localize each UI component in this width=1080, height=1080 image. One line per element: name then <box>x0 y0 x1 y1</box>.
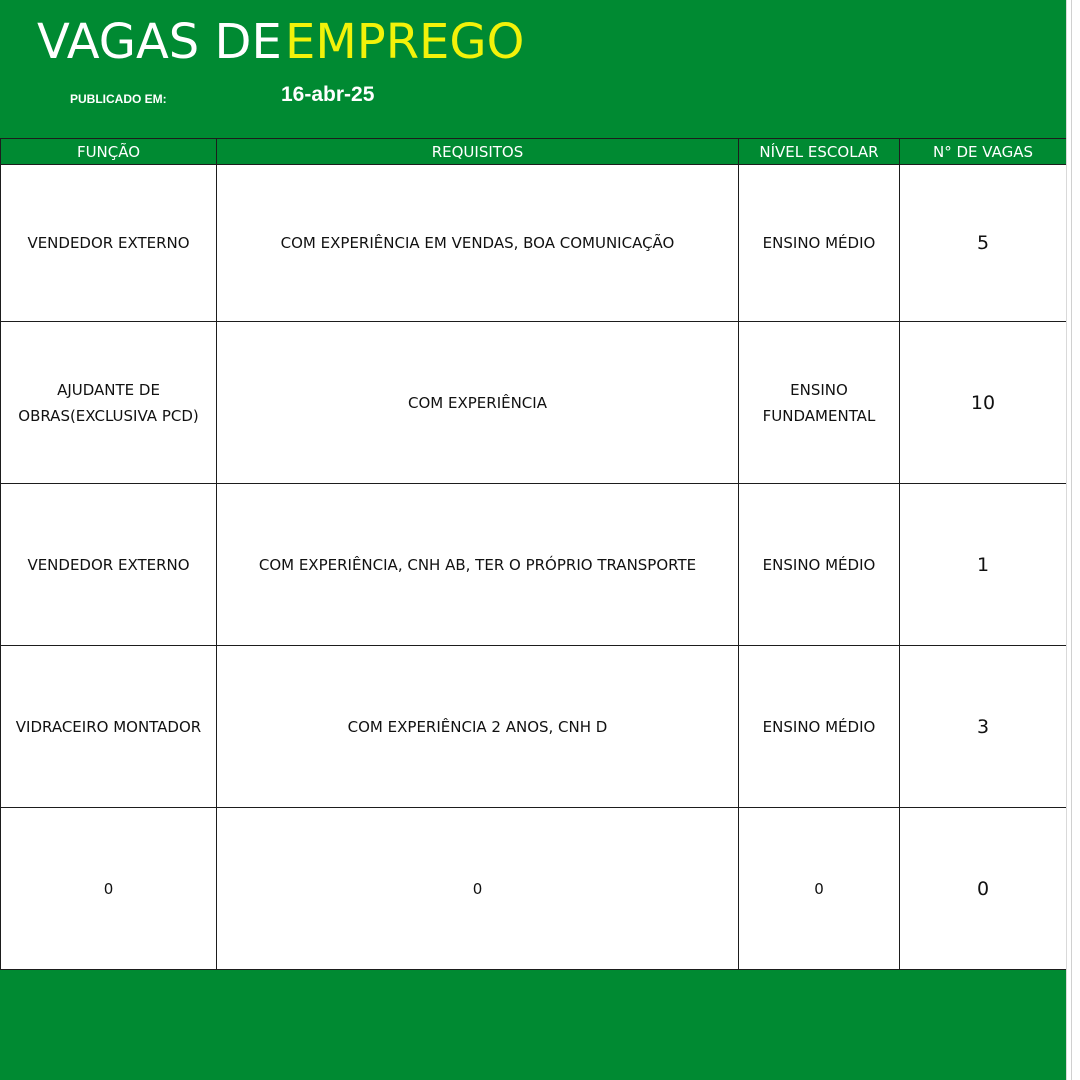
header-banner <box>0 0 1066 138</box>
cell-nivel-escolar: ENSINO FUNDAMENTAL <box>739 322 900 484</box>
cell-requisitos: COM EXPERIÊNCIA, CNH AB, TER O PRÓPRIO TRANSPORTE <box>217 484 739 646</box>
column-header-requisitos: REQUISITOS <box>217 139 739 165</box>
cell-vagas: 3 <box>900 646 1067 808</box>
cell-vagas: 5 <box>900 165 1067 322</box>
table-header-row <box>1 139 1067 165</box>
cell-vagas: 0 <box>900 808 1067 970</box>
cell-funcao: AJUDANTE DE OBRAS(EXCLUSIVA PCD) <box>1 322 217 484</box>
table-row <box>1 808 1067 970</box>
title-vagas-de: VAGAS DE <box>37 14 282 70</box>
cell-requisitos: COM EXPERIÊNCIA EM VENDAS, BOA COMUNICAÇÃO <box>217 165 739 322</box>
column-header-vagas: N° DE VAGAS <box>900 139 1067 165</box>
cell-nivel-escolar: ENSINO MÉDIO <box>739 165 900 322</box>
cell-requisitos: 0 <box>217 808 739 970</box>
cell-requisitos: COM EXPERIÊNCIA 2 ANOS, CNH D <box>217 646 739 808</box>
footer-banner <box>0 970 1066 1080</box>
cell-funcao: 0 <box>1 808 217 970</box>
published-date: 16-abr-25 <box>281 83 375 106</box>
cell-funcao: VENDEDOR EXTERNO <box>1 165 217 322</box>
job-table <box>0 138 1067 970</box>
cell-vagas: 10 <box>900 322 1067 484</box>
title-emprego: EMPREGO <box>285 14 525 70</box>
cell-nivel-escolar: ENSINO MÉDIO <box>739 484 900 646</box>
scrollbar-track <box>1071 0 1072 1080</box>
table-row <box>1 165 1067 322</box>
cell-requisitos: COM EXPERIÊNCIA <box>217 322 739 484</box>
cell-vagas: 1 <box>900 484 1067 646</box>
table-row <box>1 322 1067 484</box>
published-label: PUBLICADO EM: <box>70 92 167 106</box>
cell-nivel-escolar: 0 <box>739 808 900 970</box>
vertical-scrollbar[interactable] <box>1066 0 1080 1080</box>
cell-nivel-escolar: ENSINO MÉDIO <box>739 646 900 808</box>
table-row <box>1 484 1067 646</box>
cell-funcao: VIDRACEIRO MONTADOR <box>1 646 217 808</box>
column-header-funcao: FUNÇÃO <box>1 139 217 165</box>
column-header-nivel-escolar: NÍVEL ESCOLAR <box>739 139 900 165</box>
table-row <box>1 646 1067 808</box>
cell-funcao: VENDEDOR EXTERNO <box>1 484 217 646</box>
